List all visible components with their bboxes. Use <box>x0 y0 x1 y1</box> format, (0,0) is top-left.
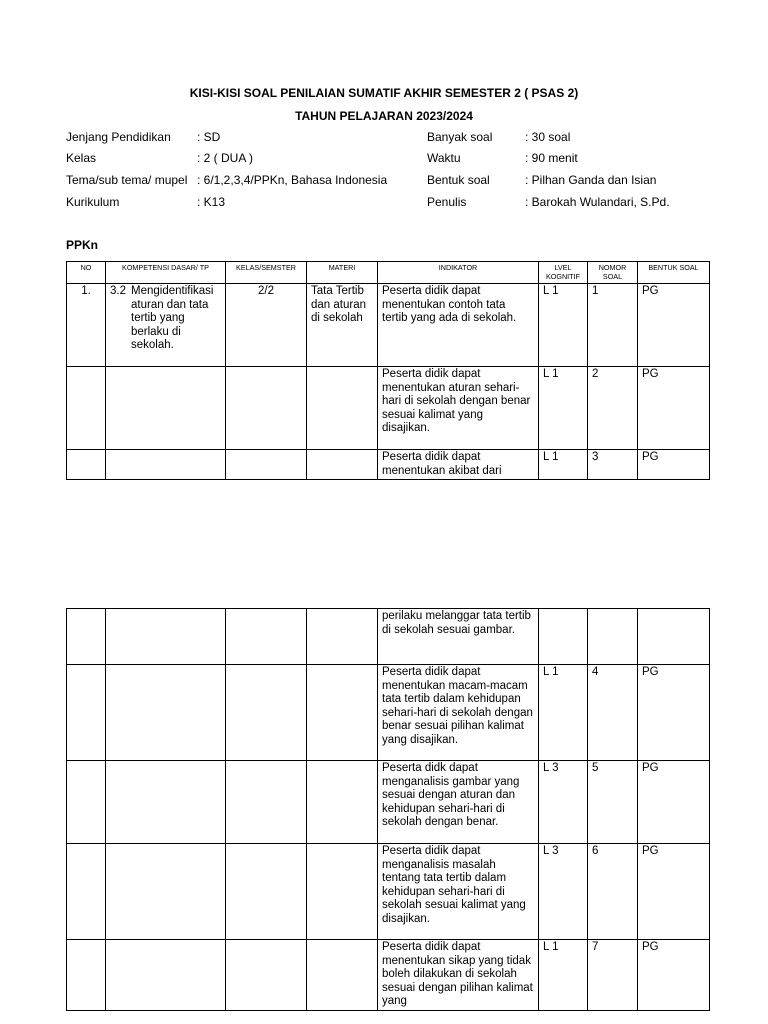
table-row <box>67 284 710 367</box>
cell-no <box>67 609 106 665</box>
info-label: Banyak soal <box>427 130 493 144</box>
info-label: Bentuk soal <box>427 173 490 187</box>
cell-indikator: Peserta didik dapat menganalisis masalah tentang tata tertib dalam kehidupan sehari-hari di sekolah sesuai kalimat yang disajikan. <box>378 844 539 940</box>
cell-nomor: 4 <box>588 665 638 761</box>
cell-kelas <box>226 844 307 940</box>
info-label: Kelas <box>66 151 97 165</box>
info-row <box>0 150 768 166</box>
cell-kelas <box>226 761 307 844</box>
cell-kompetensi <box>106 665 226 761</box>
cell-indikator: Peserta didik dapat menentukan contoh tata tertib yang ada di sekolah. <box>378 284 539 367</box>
kd-text: Mengidentifikasi aturan dan tata tertib yang berlaku di sekolah. <box>131 285 214 352</box>
cell-nomor: 1 <box>588 284 638 367</box>
cell-kelas <box>226 609 307 665</box>
header-nomor <box>588 262 638 284</box>
table-row <box>67 761 710 844</box>
cell-no <box>67 844 106 940</box>
table-row <box>67 665 710 761</box>
cell-materi <box>307 367 378 450</box>
cell-nomor: 3 <box>588 450 638 480</box>
cell-bentuk: PG <box>638 761 710 844</box>
cell-kelas <box>226 665 307 761</box>
info-row <box>0 129 768 145</box>
cell-bentuk: PG <box>638 844 710 940</box>
header-level <box>539 262 588 284</box>
cell-bentuk: PG <box>638 450 710 480</box>
cell-bentuk: PG <box>638 367 710 450</box>
cell-level: L 3 <box>539 844 588 940</box>
cell-materi <box>307 761 378 844</box>
cell-materi <box>307 665 378 761</box>
info-label: Kurikulum <box>66 195 120 209</box>
cell-level: L 1 <box>539 450 588 480</box>
cell-indikator: perilaku melanggar tata tertib di sekolah sesuai gambar. <box>378 609 539 665</box>
cell-no <box>67 367 106 450</box>
table-row <box>67 367 710 450</box>
cell-level: L 3 <box>539 761 588 844</box>
cell-nomor: 7 <box>588 940 638 1011</box>
header-kd: KOMPETENSI DASAR/ TP <box>106 262 226 284</box>
cell-materi: Tata Tertib dan aturan di sekolah <box>307 284 378 367</box>
cell-nomor: 5 <box>588 761 638 844</box>
cell-bentuk: PG <box>638 940 710 1011</box>
cell-no <box>67 450 106 480</box>
cell-kelas: 2/2 <box>226 284 307 367</box>
header-bentuk: BENTUK SOAL <box>638 262 710 284</box>
header-materi: MATERI <box>307 262 378 284</box>
cell-kompetensi <box>106 761 226 844</box>
header-no: NO <box>67 262 106 284</box>
info-value: : SD <box>197 130 221 144</box>
table-row <box>67 844 710 940</box>
info-label: Tema/sub tema/ mupel <box>66 173 188 187</box>
cell-level <box>539 609 588 665</box>
header-row <box>67 262 710 284</box>
info-value: : 30 soal <box>525 130 571 144</box>
cell-indikator: Peserta didik dapat menentukan aturan sehari-hari di sekolah dengan benar sesuai kalimat yang disajikan. <box>378 367 539 450</box>
header-nomor-line1: NOMOR <box>598 263 627 272</box>
cell-nomor: 6 <box>588 844 638 940</box>
cell-kompetensi <box>106 284 226 367</box>
cell-materi <box>307 450 378 480</box>
kd-number: 3.2 <box>110 285 126 297</box>
cell-no: 1. <box>67 284 106 367</box>
cell-no <box>67 761 106 844</box>
cell-bentuk: PG <box>638 284 710 367</box>
document-title: KISI-KISI SOAL PENILAIAN SUMATIF AKHIR SEMESTER 2 ( PSAS 2) <box>189 86 579 100</box>
header-level-line2: KOGNITIF <box>546 272 580 281</box>
info-label: Waktu <box>427 151 461 165</box>
cell-kelas <box>226 367 307 450</box>
cell-indikator: Peserta didik dapat menentukan akibat dari <box>378 450 539 480</box>
table-row <box>67 609 710 665</box>
cell-kompetensi <box>106 609 226 665</box>
info-value: : Pilhan Ganda dan Isian <box>525 173 657 187</box>
header-kelas: KELAS/SEMSTER <box>226 262 307 284</box>
cell-materi <box>307 844 378 940</box>
header-nomor-line2: SOAL <box>602 272 623 281</box>
cell-kelas <box>226 450 307 480</box>
cell-level: L 1 <box>539 665 588 761</box>
info-row <box>0 172 768 188</box>
cell-indikator: Peserta didik dapat menentukan sikap yang tidak boleh dilakukan di sekolah sesuai dengan pilihan kalimat yang <box>378 940 539 1011</box>
cell-bentuk: PG <box>638 665 710 761</box>
cell-kompetensi <box>106 450 226 480</box>
cell-level: L 1 <box>539 367 588 450</box>
cell-kompetensi <box>106 940 226 1011</box>
grid-table-page1 <box>66 261 710 480</box>
cell-bentuk <box>638 609 710 665</box>
cell-kompetensi <box>106 367 226 450</box>
info-value: : 90 menit <box>525 151 578 165</box>
subject-heading: PPKn <box>66 238 99 252</box>
cell-no <box>67 665 106 761</box>
document-subtitle: TAHUN PELAJARAN 2023/2024 <box>295 109 473 123</box>
cell-nomor: 2 <box>588 367 638 450</box>
cell-materi <box>307 609 378 665</box>
table-row <box>67 940 710 1011</box>
cell-no <box>67 940 106 1011</box>
info-value: : 6/1,2,3,4/PPKn, Bahasa Indonesia <box>197 173 388 187</box>
cell-level: L 1 <box>539 284 588 367</box>
table-row <box>67 450 710 480</box>
info-value: : K13 <box>197 195 226 209</box>
info-value: : Barokah Wulandari, S.Pd. <box>525 195 670 209</box>
cell-materi <box>307 940 378 1011</box>
cell-kelas <box>226 940 307 1011</box>
grid-table-page2 <box>66 608 710 1011</box>
info-label: Penulis <box>427 195 467 209</box>
cell-level: L 1 <box>539 940 588 1011</box>
info-value: : 2 ( DUA ) <box>197 151 254 165</box>
header-level-line1: LVEL <box>554 263 572 272</box>
info-row <box>0 194 768 210</box>
cell-indikator: Peserta didk dapat menganalisis gambar yang sesuai dengan aturan dan kehidupan sehari-hari di sekolah dengan benar. <box>378 761 539 844</box>
info-label: Jenjang Pendidikan <box>66 130 171 144</box>
header-indikator: INDIKATOR <box>378 262 539 284</box>
cell-indikator: Peserta didik dapat menentukan macam-macam tata tertib dalam kehidupan sehari-hari di sekolah dengan benar sesuai pilihan kalimat yang disajikan. <box>378 665 539 761</box>
cell-kompetensi <box>106 844 226 940</box>
cell-nomor <box>588 609 638 665</box>
